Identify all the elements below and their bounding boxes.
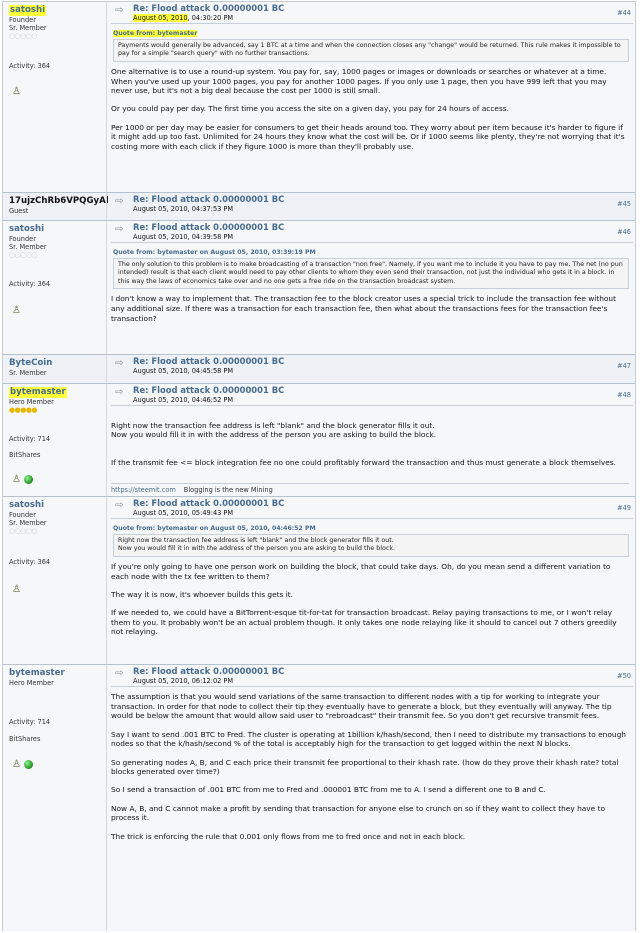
quote-header[interactable] <box>113 29 629 38</box>
post-date: August 05, 2010, 05:49:43 PM <box>133 509 234 517</box>
post-49 <box>3 497 635 665</box>
poster-info <box>3 384 105 496</box>
post-paragraph: If we needed to, we could have a BitTorrent-esque tit-for-tat for transaction broadcast. Relay paying transactions to me, or I won't relay them to you. It probably won't be an actual problem though. It only takes one node relaying like it should to cancel out 7 others greedily not relaying. <box>111 607 617 637</box>
post-47 <box>3 355 635 384</box>
post-date: August 05, 2010, 04:46:52 PM <box>133 396 234 404</box>
post-paragraph: So I send a transaction of .001 BTC from me to Fred and .000001 BTC from me to A. I send a different one to B and C. <box>111 785 546 795</box>
post-subject[interactable]: Re: Flood attack 0.00000001 BC <box>133 666 285 676</box>
post-number[interactable]: #44 <box>617 9 631 17</box>
post-number[interactable]: #47 <box>617 362 631 370</box>
post-header <box>111 355 633 377</box>
post-content <box>106 355 635 383</box>
post-paragraph: Per 1000 or per day may be easier for consumers to get their heads around too. They worry about per item because it's harder to figure if it might add up too fast. Unlimited for 24 hours they know what the cost will be. Or if 1000 seems like plenty, they're not worrying that it's costing more with each click if they figure 1000 is more than they'll probably use. <box>111 122 625 152</box>
profile-icon[interactable]: ♙ <box>12 86 21 97</box>
signature-text: Blogging is the new Mining <box>183 486 273 494</box>
rank-stars: ○○○○○ <box>9 251 38 259</box>
poster-info <box>3 193 109 220</box>
signature-link[interactable]: https://steemit.com <box>111 486 176 494</box>
post-46 <box>3 221 635 355</box>
post-paragraph: Or you could pay per day. The first time you access the site on a given day, you pay for 24 hours of access. <box>111 104 510 114</box>
post-number[interactable]: #45 <box>617 200 631 208</box>
post-header <box>111 665 633 687</box>
poster-info <box>3 497 105 664</box>
post-content <box>106 193 635 220</box>
post-header <box>111 497 633 519</box>
post-header <box>111 193 633 215</box>
post-paragraph: The assumption is that you would send variations of the same transaction to different nodes with a tip for working to integrate your transaction. In order for that node to collect their tip they eventually have to generate a block, but they eventually will anyway. The tip would be below the amount that would allow said user to "rebroadcast" their transmit fee. So you don't get recursive transmit fees. <box>111 692 612 721</box>
forum-thread <box>2 1 636 931</box>
post-subject[interactable]: Re: Flood attack 0.00000001 BC <box>133 498 285 508</box>
post-header <box>111 221 633 243</box>
post-number[interactable]: #50 <box>617 672 631 680</box>
post-number[interactable]: #46 <box>617 228 631 236</box>
online-status-icon <box>24 760 33 769</box>
poster-info <box>3 355 105 383</box>
poster-activity: Activity: 364 <box>9 280 51 288</box>
poster-title: Sr. Member <box>9 519 47 527</box>
post-paragraph: One alternative is to use a round-up system. You pay for, say, 1000 pages or images or downloads or searches or whatever at a time. When you've used up your 1000 pages, you pay for another 1000 pages. If you only use 1 page, then you have 999 left that you may never use, but it's not a big deal because the cost per 1000 is still small. <box>111 66 607 96</box>
quote-header[interactable]: Quote from: bytemaster on August 05, 2010, 04:46:52 PM <box>113 525 316 532</box>
post-subject[interactable]: Re: Flood attack 0.00000001 BC <box>133 194 285 204</box>
poster-icons <box>12 760 33 770</box>
quote-header-text[interactable]: Quote from: bytemaster <box>113 30 198 37</box>
poster-username: 17ujzChRb6VPQGyAl <box>9 196 109 206</box>
poster-activity: Activity: 714 <box>9 435 51 443</box>
post-content <box>106 221 635 354</box>
post-content <box>106 384 635 496</box>
poster-rank: Guest <box>9 207 29 215</box>
post-number[interactable]: #49 <box>617 504 631 512</box>
poster-extra: BitShares <box>9 451 41 459</box>
post-date: August 05, 2010, 04:37:53 PM <box>133 205 234 213</box>
poster-username[interactable]: bytemaster <box>10 387 66 397</box>
post-content <box>106 2 635 192</box>
quote-block: Payments would generally be advanced, say 1 BTC at a time and when the connection closes any "change" would be returned. This rule makes it impossible to pay for a simple "search query" with no further transactions. <box>113 39 629 62</box>
poster-rank: Founder <box>9 511 36 519</box>
poster-info <box>3 221 105 354</box>
post-45 <box>3 193 635 221</box>
poster-info <box>3 2 105 192</box>
post-subject[interactable]: Re: Flood attack 0.00000001 BC <box>133 222 285 232</box>
post-date <box>133 14 233 22</box>
poster-info <box>3 665 105 931</box>
profile-icon[interactable]: ♙ <box>12 474 21 485</box>
poster-username[interactable]: ByteCoin <box>9 358 53 368</box>
post-body <box>111 562 629 637</box>
post-paragraph: Right now the transaction fee address is left "blank" and the block generator fills it out. Now you would fill it in with the address of the person you are asking to build the block. <box>111 420 437 440</box>
post-paragraph: If the transmit fee <= block integration fee no one could profitably forward the transaction and thus must generate a block themselves. <box>111 458 617 468</box>
quote-header[interactable]: Quote from: bytemaster on August 05, 2010, 03:39:19 PM <box>113 249 316 256</box>
poster-title: Sr. Member <box>9 243 47 251</box>
poster-rank: Founder <box>9 235 36 243</box>
quote-block: The only solution to this problem is to make broadcasting of a transaction "non free". Namely, if you want me to include it you have to pay me. The net (no pun intended) result is that each client would need to pay other clients to whom they even send their transaction, not just the individual who gets it in a block. In this way the laws of economics take over and no one gets a free ride on the transaction broadcast system. <box>113 258 629 289</box>
poster-rank: Hero Member <box>9 398 54 406</box>
post-content <box>106 497 635 664</box>
post-subject[interactable]: Re: Flood attack 0.00000001 BC <box>133 3 285 13</box>
poster-extra: BitShares <box>9 735 41 743</box>
message-icon: ⇨ <box>115 668 124 679</box>
profile-icon[interactable]: ♙ <box>12 584 21 595</box>
post-paragraph: The trick is enforcing the rule that 0.001 only flows from me to fred once and not in each block. <box>111 831 466 841</box>
post-paragraph: I don't know a way to implement that. The transaction fee to the block creator uses a special trick to include the transaction fee without any additional size. If there was a transaction for each transaction fee, then what about the transactions fees for the transaction fee's transaction? <box>111 294 617 323</box>
message-icon: ⇨ <box>115 500 124 511</box>
post-subject[interactable]: Re: Flood attack 0.00000001 BC <box>133 385 285 395</box>
poster-title: Sr. Member <box>9 24 47 32</box>
post-date: August 05, 2010, 06:12:02 PM <box>133 677 234 685</box>
post-content <box>106 665 635 931</box>
post-header <box>111 384 633 406</box>
signature <box>111 483 629 494</box>
poster-activity: Activity: 364 <box>9 62 51 70</box>
post-paragraph: If you're only going to have one person work on building the block, that could take days. Oh, do you mean send a different variation to each node with the tx fee written to them? <box>111 561 611 581</box>
post-number[interactable]: #48 <box>617 391 631 399</box>
post-paragraph: Now A, B, and C cannot make a profit by sending that transaction for anyone else to crunch on so if they want to collect they have to process it. <box>111 803 605 823</box>
message-icon: ⇨ <box>115 224 124 235</box>
poster-icons <box>12 87 22 97</box>
post-body <box>111 692 629 841</box>
message-icon: ⇨ <box>115 387 124 398</box>
message-icon: ⇨ <box>115 5 124 16</box>
post-50 <box>3 665 635 931</box>
post-date: August 05, 2010, 04:39:58 PM <box>133 233 234 241</box>
online-status-icon <box>24 475 33 484</box>
post-48 <box>3 384 635 497</box>
profile-icon[interactable]: ♙ <box>12 759 21 770</box>
post-subject[interactable]: Re: Flood attack 0.00000001 BC <box>133 356 285 366</box>
post-date-time: , 04:30:20 PM <box>187 14 234 22</box>
post-paragraph: So generating nodes A, B, and C each price their transmit fee proportional to their khash rate. (how do they prove their khash rate? total blocks generated over time?) <box>111 757 619 777</box>
poster-rank: Founder <box>9 16 36 24</box>
profile-icon[interactable]: ♙ <box>12 305 21 316</box>
poster-username[interactable]: satoshi <box>9 224 45 234</box>
post-header <box>111 2 633 24</box>
rank-stars: ●●●●● <box>9 406 38 414</box>
poster-title: Sr. Member <box>9 369 47 377</box>
poster-icons <box>12 475 33 485</box>
poster-activity: Activity: 714 <box>9 718 51 726</box>
poster-rank: Hero Member <box>9 679 54 687</box>
post-paragraph: Say I want to send .001 BTC to Fred. The cluster is operating at 1billion k/hash/second, then I need to distribute my transactions to enough nodes so that the k/hash/second % of the total is acceptably high for the transaction to get logged within the next N blocks. <box>111 729 626 749</box>
post-date-highlight: August 05, 2010 <box>133 14 188 22</box>
post-paragraph: The way it is now, it's whoever builds this gets it. <box>111 589 294 599</box>
poster-username[interactable]: satoshi <box>9 500 45 510</box>
poster-icons <box>12 585 22 595</box>
poster-username[interactable]: bytemaster <box>9 668 65 678</box>
message-icon: ⇨ <box>115 358 124 369</box>
post-body <box>111 294 629 323</box>
quote-block: Right now the transaction fee address is left "blank" and the block generator fills it out. Now you would fill it in with the address of the person you are asking to build the block. <box>113 534 629 557</box>
post-body <box>111 67 629 152</box>
post-body <box>111 411 629 486</box>
message-icon: ⇨ <box>115 196 124 207</box>
poster-icons <box>12 306 22 316</box>
rank-stars: ○○○○○ <box>9 32 38 40</box>
post-44 <box>3 2 635 193</box>
poster-username[interactable]: satoshi <box>10 5 46 15</box>
post-date: August 05, 2010, 04:45:58 PM <box>133 367 234 375</box>
poster-activity: Activity: 364 <box>9 558 51 566</box>
rank-stars: ○○○○○ <box>9 527 38 535</box>
